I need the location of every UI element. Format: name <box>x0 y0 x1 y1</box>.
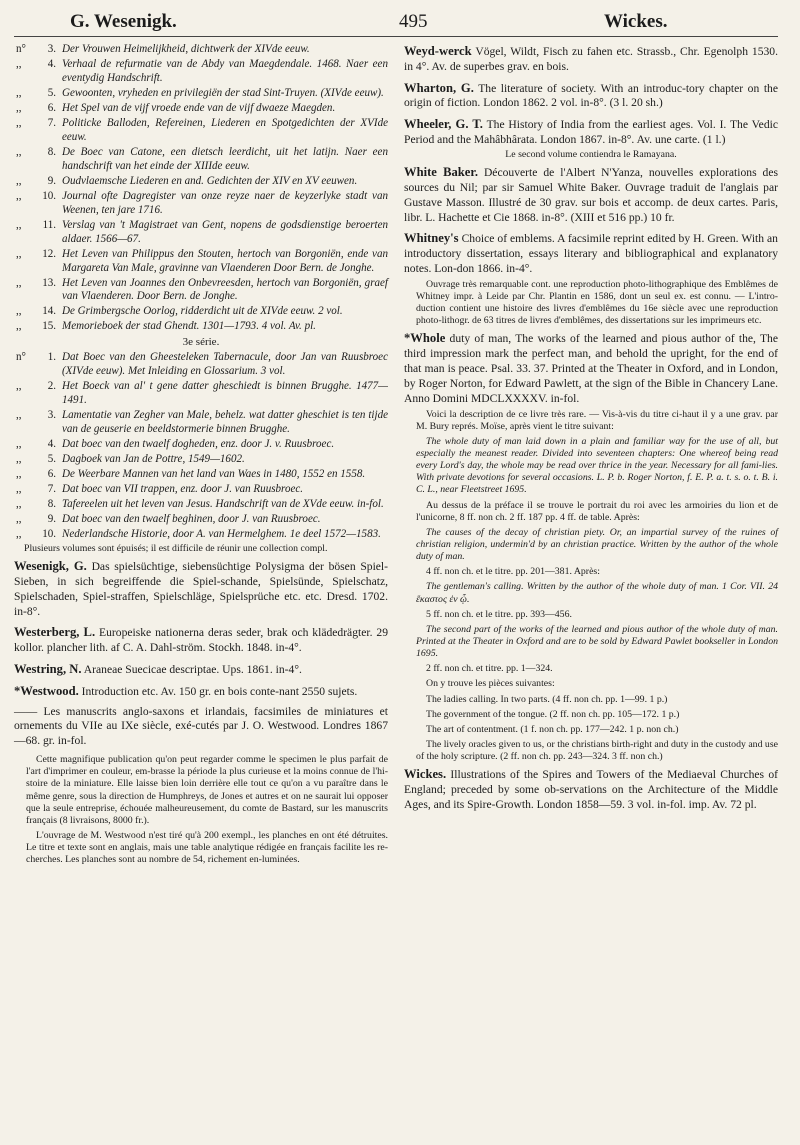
item-number: 12. <box>42 247 56 260</box>
entry-note: 4 ff. non ch. et le titre. pp. 201—381. Après: <box>426 566 600 578</box>
item-marker: ,, <box>16 189 22 202</box>
series-item <box>14 175 388 189</box>
entry-text: Les manuscrits anglo-saxons et irlandais, facsimiles de miniatures et ornements du VIIe au IXe siècle, exé-cutés par J. O. Westwood. Londres 1867—68. gr. in-fol. <box>14 704 388 748</box>
entry-text: Europeiske nationerna deras seder, brak och klädedrägter. 29 kollor. plancher lith. af C. A. Dahl-ström. Stockh. 1848. in-4°. <box>14 626 388 655</box>
entry-note: Voici la description de ce livre très rare. — Vis-à-vis du titre ci-haut il y a une grav. par M. Bury représ. Moïse, après vient le titre suivant: <box>416 408 778 432</box>
item-marker: ,, <box>16 527 22 540</box>
item-title: Memorieboek der stad Ghendt. 1301—1793. 4 vol. Av. pl. <box>62 320 316 333</box>
item-marker: n° <box>16 351 26 364</box>
item-number: 2. <box>47 380 56 393</box>
item-number: 10. <box>42 189 56 202</box>
entry-text: Illustrations of the Spires and Towers of the Mediaeval Churches of England; preceded by some ob-servations on the Architecture of the Middle Ages, and its Spire-Growth. London 1858—59. 3 vol. in-fol. imp. Av. 72 pl. <box>404 768 778 811</box>
series-item <box>14 219 388 247</box>
item-title: Gewoonten, vryheden en privilegiën der stad Sint-Truyen. (XIVde eeuw). <box>62 86 384 99</box>
item-marker: ,, <box>16 218 22 231</box>
item-number: 4. <box>47 438 56 451</box>
series-item <box>14 102 388 116</box>
entry-note: Au dessus de la préface il se trouve le portrait du roi avec les armoiries du lion et de l'unicorne, 8 ff. non ch. 2 ff. 187 pp. 4 ff. de table. Après: <box>416 499 778 523</box>
item-marker: ,, <box>16 276 22 289</box>
item-number: 6. <box>47 468 56 481</box>
item-number: 1. <box>47 351 56 364</box>
entry-white-baker <box>404 164 778 225</box>
item-marker: ,, <box>16 174 22 187</box>
entry-head: Wheeler, G. T. <box>404 117 483 132</box>
entry-note: Ouvrage très remarquable cont. une reproduction photo-lithographique des Emblêmes de Whitney impr. à Leide par Chr. Plantin en 1586, dont un seul ex. est connu. — L'intro-duction contient une histoire des livres d'emblêmes du 16e siècle avec une reproduction photo-lithogr. de 63 titres de livres d'emblêmes, des dissertations sur les imprimeurs etc. <box>416 278 778 327</box>
item-marker: ,, <box>16 512 22 525</box>
item-title: Dat Boec van den Gheesteleken Tabernacule, door Jan van Ruusbroec (XIVde eeuw). Met Inleiding en Glossarium. 3 vol. <box>62 351 388 378</box>
entry-text: Das spielsüchtige, siebensüchtige Polysigma der bösen Spiel-Sieben, in sich begreiffende die Spiel-schande, Spielsünde, Spielschatz, Spielschaden, Spiel-straffen, Spielschläge, Spielsprüche etc. etc. Dresd. 1702. in-8°. <box>14 560 389 618</box>
entry-westerberg <box>14 624 388 656</box>
item-number: 8. <box>47 497 56 510</box>
entry-text: Vögel, Wildt, Fisch zu fahen etc. Strassb., Chr. Egenolph 1530. in 4°. Av. de superbes grav. en bois. <box>404 45 778 73</box>
entry-note: 2 ff. non ch. et titre. pp. 1—324. <box>426 663 553 675</box>
entry-head: *Westwood. <box>14 683 79 698</box>
item-marker: ,, <box>16 468 22 481</box>
item-title: De Grimbergsche Oorlog, ridderdicht uit de XIVde eeuw. 2 vol. <box>62 305 343 318</box>
entry-whole-duty <box>404 330 778 406</box>
item-title: Het Spel van de vijf vroede ende van de vijf dwaeze Maegden. <box>62 101 336 114</box>
item-number: 15. <box>42 320 56 333</box>
entry-note: 5 ff. non ch. et le titre. pp. 393—456. <box>426 608 572 620</box>
item-marker: ,, <box>16 57 22 70</box>
series-item <box>14 117 388 145</box>
series-item <box>14 380 388 408</box>
left-column <box>14 43 388 869</box>
item-number: 7. <box>47 116 56 129</box>
item-marker: ,, <box>16 116 22 129</box>
series-item <box>14 277 388 305</box>
item-title: Dat boec van den twaelf dogheden, enz. door J. v. Ruusbroec. <box>62 438 335 451</box>
item-marker: ,, <box>16 145 22 158</box>
entry-head: Westring, N. <box>14 661 82 676</box>
entry-wickes <box>404 766 778 812</box>
entry-head: Whitney's <box>404 231 459 246</box>
item-marker: ,, <box>16 380 22 393</box>
entry-note-italic: The causes of the decay of christian piety. Or, an impartial survey of the ruines of christian religion, undermin'd by an christian practice. Written by the author of the whole duty of man. <box>416 526 778 563</box>
entry-head: Wickes. <box>404 767 447 782</box>
item-number: 3. <box>47 409 56 422</box>
entry-head: Weyd-werck <box>404 44 472 58</box>
entry-note-italic: The whole duty of man laid down in a plain and familiar way for the use of all, but especially the meanest reader. Divided into seventeen chapters: One whereof being read every Lord's day, the whole may be read over thrice in the year. Necessary for all fami-lies. With private devotions for several occasions. L. P. b. Roger Norton, f. E. P. a. t. s. o. t. B. i. C. L., near Fleetstreet 1695. <box>416 435 778 496</box>
item-title: Oudvlaemsche Liederen en and. Gedichten der XIV en XV eeuwen. <box>62 174 358 187</box>
item-number: 8. <box>47 145 56 158</box>
series-item <box>14 513 388 527</box>
series-item <box>14 409 388 437</box>
item-number: 6. <box>47 101 56 114</box>
item-number: 11. <box>42 218 56 231</box>
item-number: 9. <box>47 174 56 187</box>
item-number: 13. <box>42 276 56 289</box>
item-number: 3. <box>47 43 56 55</box>
item-title: De Boec van Catone, een dietsch leerdicht, uit het latijn. Naer een handschrift van het einde der XIIIde eeuw. <box>62 145 388 172</box>
entry-wesenigk <box>14 558 388 619</box>
item-number: 4. <box>47 57 56 70</box>
item-number: 7. <box>47 483 56 495</box>
series-note: Plusieurs volumes sont épuisés; il est difficile de réunir une collection compl. <box>24 542 328 554</box>
entry-wheeler <box>404 116 778 148</box>
entry-text: The History of India from the earliest ages. Vol. I. The Vedic Period and the Mahâbhârata. London 1867. in-8°. Av. une carte. (1 l.) <box>404 118 778 147</box>
item-marker: ,, <box>16 453 22 466</box>
entry-note: On y trouve les pièces suivantes: <box>426 678 555 690</box>
series-item <box>14 528 388 542</box>
series-item <box>14 468 388 482</box>
series-heading: 3e série. <box>182 336 220 349</box>
entry-note: Le second volume contiendra le Ramayana. <box>505 148 677 160</box>
entry-head: Westerberg, L. <box>14 625 96 640</box>
series-item <box>14 438 388 452</box>
entry-text: duty of man, The works of the learned and pious author of the, The third impression mark the perfect man, and behold the upright, for the end of that man is peace. Psal. 33. 37. Printed at the Theater in Oxford, and in London, by Roger Norton, for Edward Pawlett, at the sign of the Bible in Chancery Lane. Anno Domini MDCLXXXXV. in-fol. <box>404 332 778 405</box>
series-item <box>14 190 388 218</box>
item-title: De Weerbare Mannen van het land van Waes in 1480, 1552 en 1558. <box>62 468 366 481</box>
right-column <box>404 43 778 869</box>
item-marker: ,, <box>16 438 22 451</box>
entry-note: The ladies calling. In two parts. (4 ff. non ch. pp. 1—99. 1 p.) <box>426 693 668 705</box>
series-item <box>14 453 388 467</box>
item-title: Verslag van 't Magistraet van Gent, nopens de godsdienstige beroerten aldaer. 1566—67. <box>62 218 388 245</box>
series-list-1 <box>14 43 388 334</box>
entry-head: Wharton, G. <box>404 80 474 95</box>
entry-text: The literature of society. With an introduc-tory chapter on the origin of fiction. London 1862. 2 vol. in-8°. (3 l. 20 sh.) <box>404 81 778 110</box>
item-title: Dagboek van Jan de Pottre, 1549—1602. <box>62 453 245 466</box>
series-item <box>14 483 388 497</box>
page-number: 495 <box>399 11 428 32</box>
item-title: Het Leven van Philippus den Stouten, hertoch van Borgoniën, ende van Margareta Van Male, gravinne van Vlaenderen Door Bern. de Jonghe. <box>62 247 388 274</box>
item-title: Tafereelen uit het leven van Jesus. Handschrift van de XVde eeuw. in-fol. <box>62 497 384 510</box>
series-item <box>14 43 388 57</box>
series-item <box>14 320 388 334</box>
item-marker: ,, <box>16 497 22 510</box>
entry-dash: —— <box>14 704 38 718</box>
series-item <box>14 498 388 512</box>
entry-text: Introduction etc. Av. 150 gr. en bois conte-nant 2550 sujets. <box>81 684 358 698</box>
item-title: Het Boeck van al' t gene datter gheschiedt is binnen Brugghe. 1477—1491. <box>62 380 388 407</box>
entry-head: *Whole <box>404 331 446 346</box>
series-item <box>14 146 388 174</box>
item-number: 5. <box>47 86 56 99</box>
item-number: 10. <box>42 527 56 540</box>
item-title: Nederlandsche Historie, door A. van Hermelghem. 1e deel 1572—1583. <box>62 527 381 540</box>
item-number: 5. <box>47 453 56 466</box>
item-title: Politicke Balloden, Refereinen, Liederen en Spotgedichten der XVIde eeuw. <box>62 116 388 143</box>
item-title: Verhaal de refurmatie van de Abdy van Maegdendale. 1468. Naer een eventydig Handschrift. <box>62 57 388 84</box>
item-number: 14. <box>42 305 56 318</box>
entry-head: White Baker. <box>404 165 478 180</box>
item-marker: ,, <box>16 305 22 318</box>
series-item <box>14 305 388 319</box>
item-marker: ,, <box>16 483 22 495</box>
series-item <box>14 351 388 379</box>
entry-westwood <box>14 683 388 700</box>
entry-text: Découverte de l'Albert N'Yanza, nouvelles explorations des sources du Nil; par sir Samuel White Baker. Ouvrage traduit de l'anglais par Gustave Masson. Illustré de 30 grav. sur bois et accomp. de deux cartes. Paris, libr. L. Hachette et Cie 1868. in-8°. (XIII et 516 pp.) 10 fr. <box>404 166 778 224</box>
entry-note: L'ouvrage de M. Westwood n'est tiré qu'à 200 exempl., les planches en ont été détruites. Le titre et texte sont en anglais, mais une table analytique rédigée en français facilite les re-cherches. Les planches sont au nombre de 54, richement en-luminées. <box>26 829 388 866</box>
item-title: Dat boec van VII trappen, enz. door J. van Ruusbroec. <box>62 483 304 495</box>
item-title: Lamentatie van Zegher van Male, behelz. wat datter gheschiet is ten tijde van de geuserie en beeldstormerie binnen Brugghe. <box>62 409 388 436</box>
item-title: Het Leven van Joannes den Onbevreesden, hertoch van Borgoniën, graef van Vlaenderen. Door Bern. de Jonghe. <box>62 276 388 303</box>
item-marker: ,, <box>16 409 22 422</box>
series-item <box>14 248 388 276</box>
entry-whitney <box>404 230 778 276</box>
entry-note-italic: The second part of the works of the learned and pious author of the whole duty of man. Printed at the Theater in Oxford and are to be sold by Edward Pawlet bookseller in London 1695. <box>416 623 778 660</box>
item-title: Dat boec van den twaelf beghinen, door J. van Ruusbroec. <box>62 512 321 525</box>
item-marker: ,, <box>16 247 22 260</box>
entry-head: Wesenigk, G. <box>14 559 87 574</box>
entry-wharton <box>404 80 778 112</box>
entry-note: The government of the tongue. (2 ff. non ch. pp. 105—172. 1 p.) <box>426 708 680 720</box>
item-number: 9. <box>47 512 56 525</box>
item-title: Journal ofte Dagregister van onze reyze naer de keyzerlyke stadt van Weenen, ten jare 1716. <box>62 189 388 216</box>
item-marker: ,, <box>16 86 22 99</box>
entry-note: Cette magnifique publication qu'on peut regarder comme le specimen le plus parfait de l'art d'imprimer en couleur, em-brasse la période la plus curieuse et la moins connue de l'hi-stoire de la miniature. Elle laisse bien loin derrière elle tout ce qu'on a vu paraître dans le même genre, sous la direction de Humphreys, de Jones et autres et on ne saurait lui opposer que la seule entreprise, échouée malheureusement, du comte de Bastard, sur les manuscrits français (8 livraisons, 8000 fr.). <box>26 754 388 826</box>
header-left: G. Wesenigk. <box>70 11 177 32</box>
series-item <box>14 87 388 101</box>
entry-note: The art of contentment. (1 f. non ch. pp. 177—242. 1 p. non ch.) <box>426 723 679 735</box>
entry-note-italic: The gentleman's calling. Written by the author of the whole duty of man. 1 Cor. VII. 24 ἕκαστος ἐν ᾧ. <box>416 581 778 605</box>
item-marker: ,, <box>16 320 22 333</box>
entry-note: The lively oracles given to us, or the christians birth-right and duty in the custody and use of the holy scripture. (2 ff. non ch. pp. 243—324. 3 ff. non ch.) <box>416 738 778 763</box>
entry-weyd-werck <box>404 43 778 75</box>
header-right: Wickes. <box>604 11 668 32</box>
entry-westwood-2 <box>14 705 388 749</box>
item-title: Der Vrouwen Heimelijkheid, dichtwerk der XIVde eeuw. <box>62 43 310 55</box>
item-marker: n° <box>16 43 26 55</box>
item-marker: ,, <box>16 101 22 114</box>
series-list-2 <box>14 351 388 542</box>
series-item <box>14 58 388 86</box>
entry-text: Araneae Suecicae descriptae. Ups. 1861. in-4°. <box>83 662 302 676</box>
entry-westring <box>14 661 388 678</box>
running-header <box>14 10 778 37</box>
entry-text: Choice of emblems. A facsimile reprint edited by H. Green. With an introductory dissertation, essays literary and bibliographical and explanatory notes. Lon-don 1866. in-4°. <box>404 232 778 276</box>
